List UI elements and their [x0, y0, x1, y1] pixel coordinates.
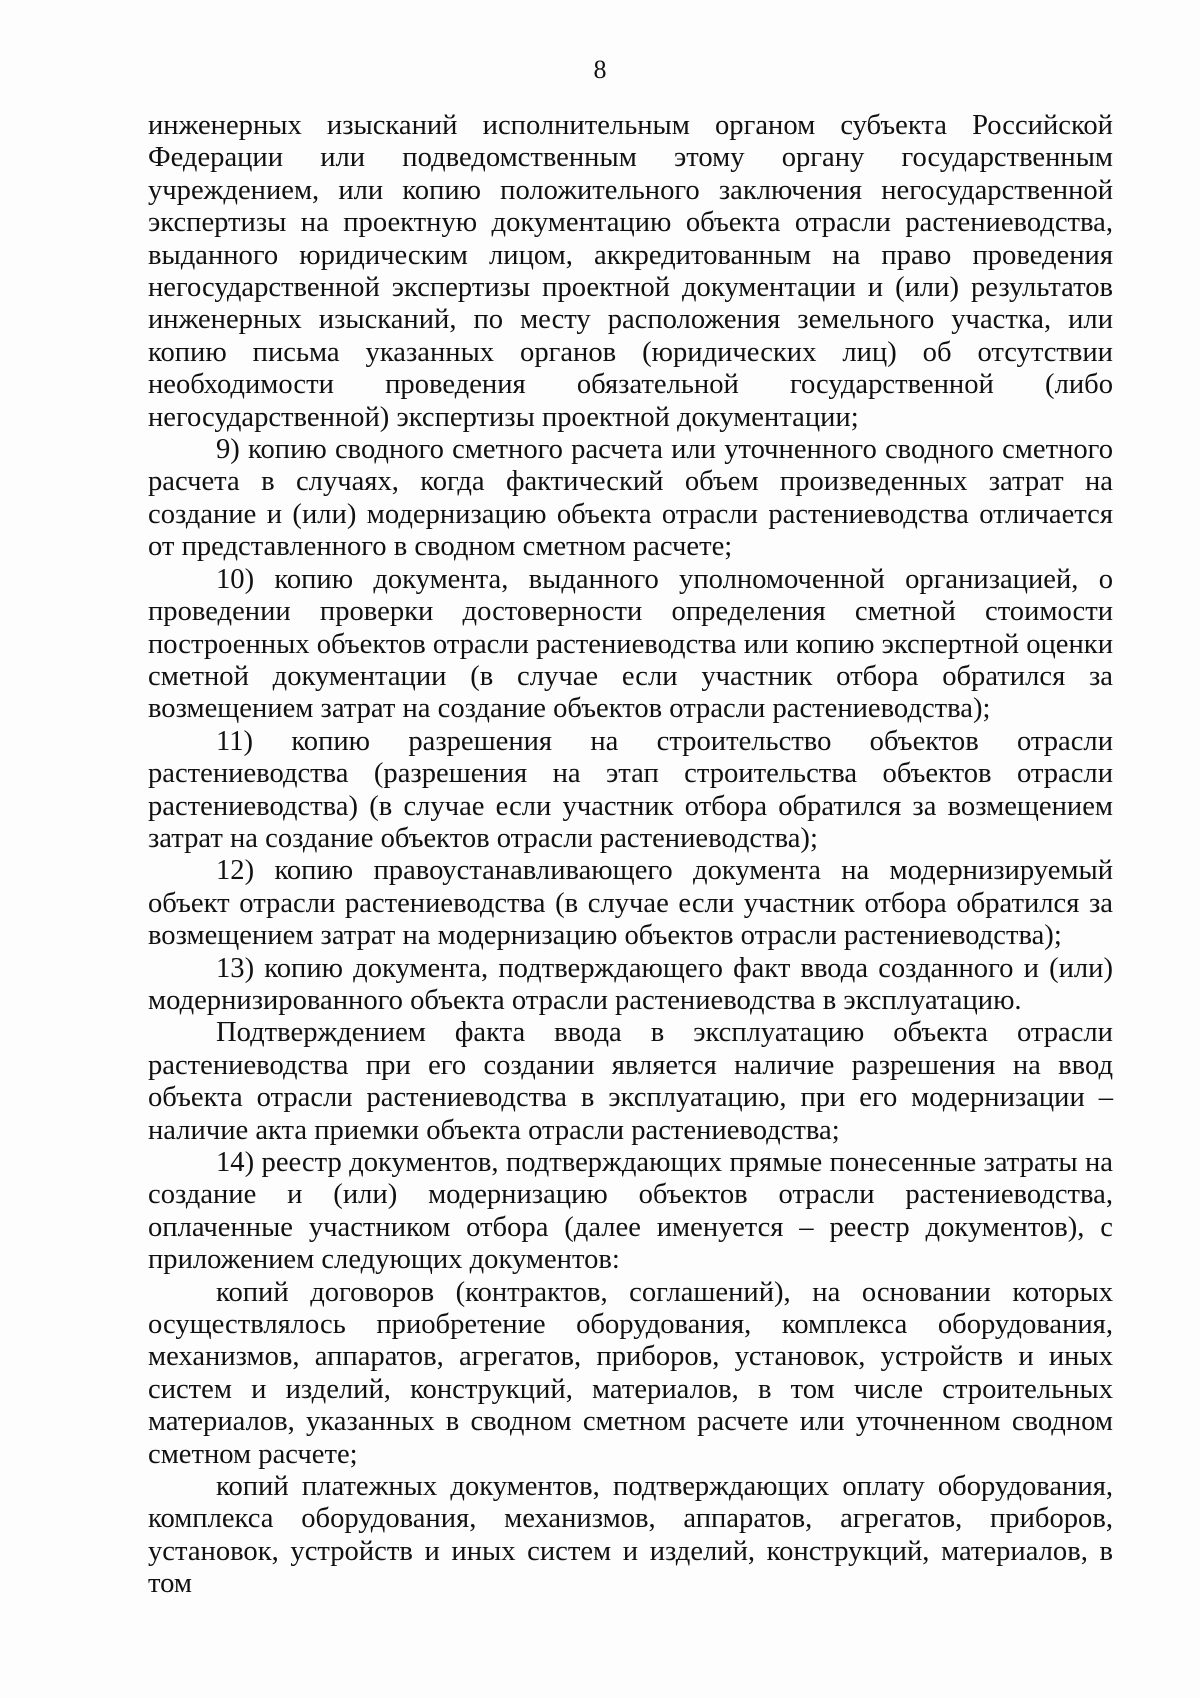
paragraph-item-9: 9) копию сводного сметного расчета или уточненного сводного сметного расчета в случаях, когда фактический объем произведенных затрат на создание и (или) модернизацию объекта отрасли растениеводства отличается от представленного в сводном сметном расчете; — [148, 434, 1113, 563]
document-body — [148, 110, 1113, 1601]
paragraph-item-10: 10) копию документа, выданного уполномоченной организацией, о проведении проверки достоверности определения сметной стоимости построенных объектов отрасли растениеводства или копию экспертной оценки сметной документации (в случае если участник отбора обратился за возмещением затрат на создание объектов отрасли растениеводства); — [148, 563, 1113, 725]
paragraph-item-13: 13) копию документа, подтверждающего факт ввода созданного и (или) модернизированного объекта отрасли растениеводства в эксплуатацию. — [148, 952, 1113, 1016]
page-number: 8 — [593, 55, 607, 84]
paragraph-confirmation: Подтверждением факта ввода в эксплуатацию объекта отрасли растениеводства при его создании является наличие разрешения на ввод объекта отрасли растениеводства в эксплуатацию, при его модернизации – наличие акта приемки объекта отрасли растениеводства; — [148, 1017, 1113, 1146]
paragraph-contracts: копий договоров (контрактов, соглашений), на основании которых осуществлялось приобретение оборудования, комплекса оборудования, механизмов, аппаратов, агрегатов, приборов, установок, устройств и иных систем и изделий, конструкций, материалов, в том числе строительных материалов, указанных в сводном сметном расчете или уточненном сводном сметном расчете; — [148, 1276, 1113, 1470]
paragraph-item-12: 12) копию правоустанавливающего документа на модернизируемый объект отрасли растениеводства (в случае если участник отбора обратился за возмещением затрат на модернизацию объектов отрасли растениеводства); — [148, 855, 1113, 952]
paragraph-continuation: инженерных изысканий исполнительным органом субъекта Российской Федерации или подведомственным этому органу государственным учреждением, или копию положительного заключения негосударственной экспертизы на проектную документацию объекта отрасли растениеводства, выданного юридическим лицом, аккредитованным на право проведения негосударственной экспертизы проектной документации и (или) результатов инженерных изысканий, по месту расположения земельного участка, или копию письма указанных органов (юридических лиц) об отсутствии необходимости проведения обязательной государственной (либо негосударственной) экспертизы проектной документации; — [148, 110, 1113, 433]
paragraph-payments: копий платежных документов, подтверждающих оплату оборудования, комплекса оборудования, механизмов, аппаратов, агрегатов, приборов, установок, устройств и иных систем и изделий, конструкций, материалов, в том — [148, 1471, 1113, 1600]
paragraph-item-11: 11) копию разрешения на строительство объектов отрасли растениеводства (разрешения на этап строительства объектов отрасли растениеводства) (в случае если участник отбора обратился за возмещением затрат на создание объектов отрасли растениеводства); — [148, 725, 1113, 854]
paragraph-item-14: 14) реестр документов, подтверждающих прямые понесенные затраты на создание и (или) модернизацию объектов отрасли растениеводства, оплаченные участником отбора (далее именуется – реестр документов), с приложением следующих документов: — [148, 1147, 1113, 1276]
